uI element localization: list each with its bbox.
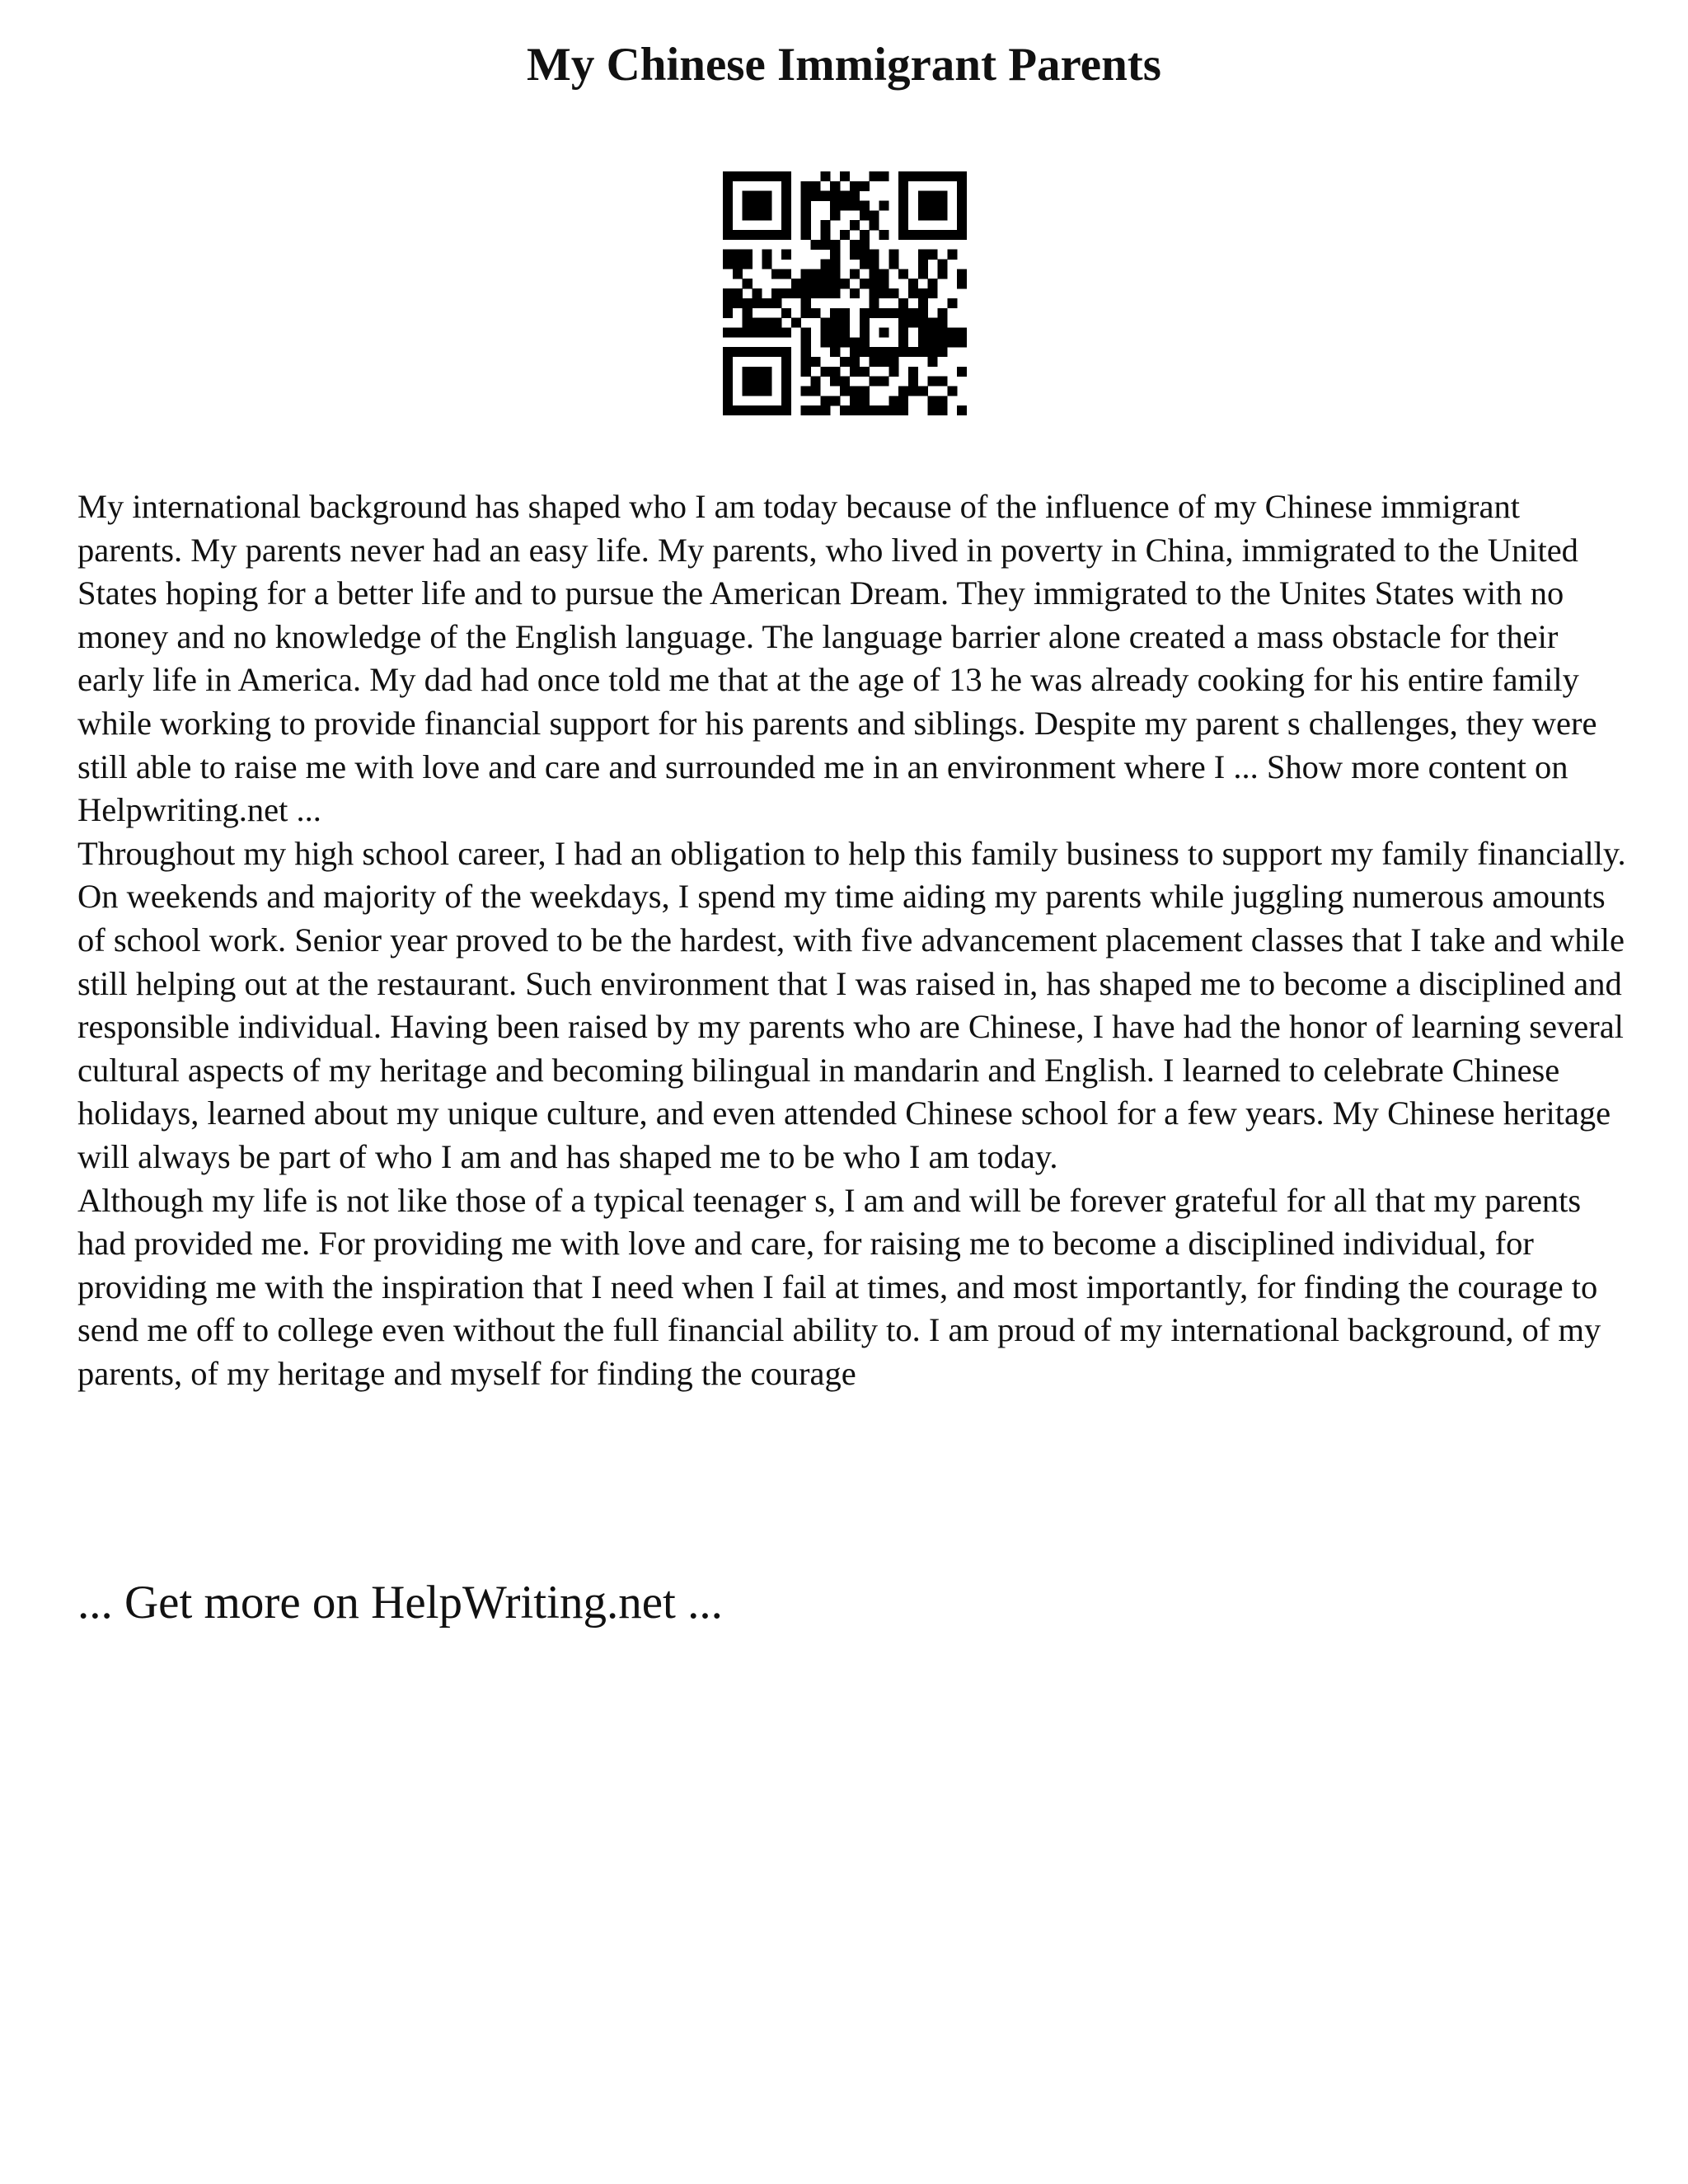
paragraph-1: My international background has shaped who I am today because of the influence of my Chinese immigrant parents. My parents never had an easy life. My parents, who lived in poverty in China, immigrated to the United States hoping for a better life and to pursue the American Dream. They immigrated to the Unites States with no money and no knowledge of the English language. The language barrier alone created a mass obstacle for their early life in America. My dad had once told me that at the age of 13 he was already cooking for his entire family while working to provide financial support for his parents and siblings. Despite my parent s challenges, they were still able to raise me with love and care and surrounded me in an environment where I ... Show more content on Helpwriting.net ... — [77, 488, 1597, 829]
paragraph-3: Although my life is not like those of a typical teenager s, I am and will be forever grateful for all that my parents had provided me. For providing me with love and care, for raising me to become a disciplined individual, for providing me with the inspiration that I need when I fail at times, and most importantly, for finding the courage to send me off to college even without the full financial ability to. I am proud of my international background, of my parents, of my heritage and myself for finding the courage — [77, 1181, 1601, 1392]
page-title: My Chinese Immigrant Parents — [527, 39, 1161, 91]
paragraph-2: Throughout my high school career, I had an obligation to help this family business to support my family financially. On weekends and majority of the weekdays, I spend my time aiding my parents while juggling numerous amounts of school work. Senior year proved to be the hardest, with five advancement placement classes that I take and while still helping out at the restaurant. Such environment that I was raised in, has shaped me to become a disciplined and responsible individual. Having been raised by my parents who are Chinese, I have had the honor of learning several cultural aspects of my heritage and becoming bilingual in mandarin and English. I learned to celebrate Chinese holidays, learned about my unique culture, and even attended Chinese school for a few years. My Chinese heritage will always be part of who I am and has shaped me to be who I am today. — [77, 834, 1626, 1175]
qr-code-icon — [723, 171, 967, 415]
get-more-link[interactable]: ... Get more on HelpWriting.net ... — [77, 1577, 723, 1629]
essay-body — [77, 485, 1627, 1395]
